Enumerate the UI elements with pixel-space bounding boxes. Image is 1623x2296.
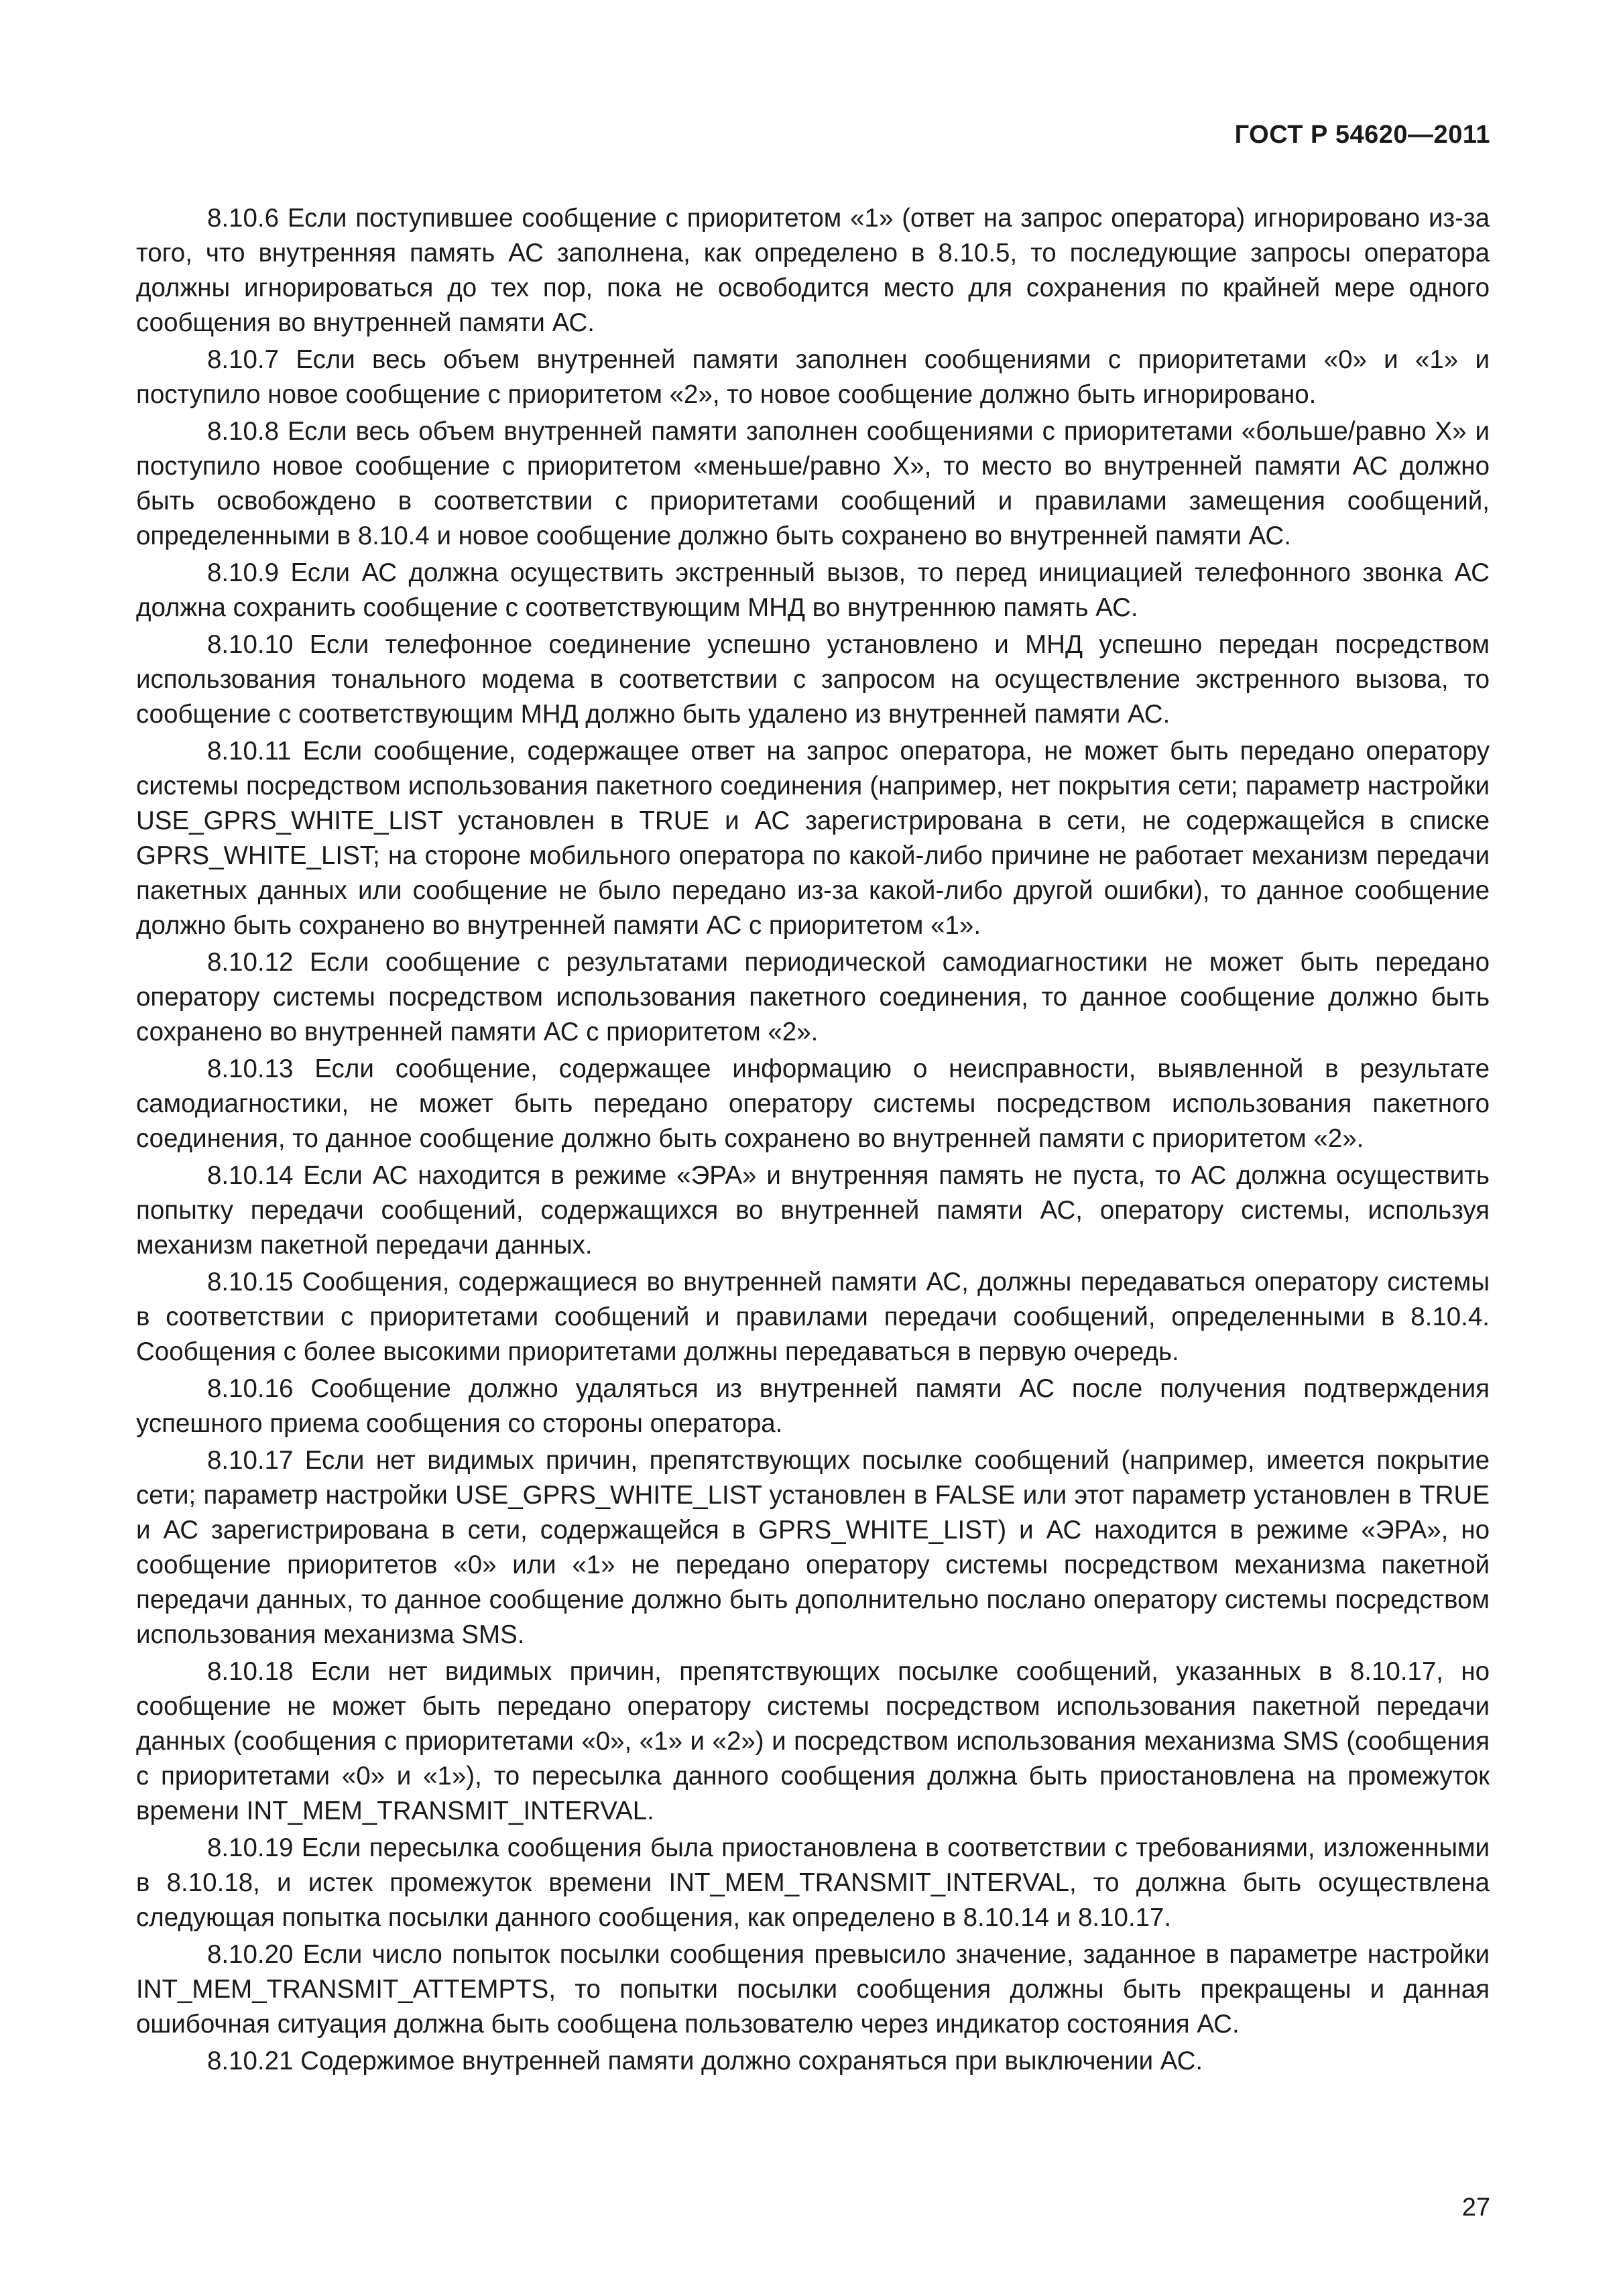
paragraph-8-10-19: 8.10.19 Если пересылка сообщения была приостановлена в соответствии с требованиями, изложенными в 8.10.18, и истек промежуток времени INT_MEM_TRANSMIT_INTERVAL, то должна быть осуществлена следующая попытка посылки данного сообщения, как определено в 8.10.14 и 8.10.17. [136,1833,1490,1932]
paragraph-8-10-10: 8.10.10 Если телефонное соединение успешно установлено и МНД успешно передан посредством использования тонального модема в соответствии с запросом на осуществление экстренного вызова, то сообщение с соответствующим МНД должно быть удалено из внутренней памяти АС. [136,630,1490,729]
document-body [136,201,1490,2081]
paragraph-8-10-14: 8.10.14 Если АС находится в режиме «ЭРА» и внутренняя память не пуста, то АС должна осуществить попытку передачи сообщений, содержащихся во внутренней памяти АС, оператору системы, используя механизм пакетной передачи данных. [136,1161,1490,1260]
page-number: 27 [1461,2193,1490,2222]
paragraph-8-10-15: 8.10.15 Сообщения, содержащиеся во внутренней памяти АС, должны передаваться оператору системы в соответствии с приоритетами сообщений и правилами передачи сообщений, определенными в 8.10.4. Сообщения с более высокими приоритетами должны передаваться в первую очередь. [136,1268,1490,1366]
paragraph-8-10-21: 8.10.21 Содержимое внутренней памяти должно сохраняться при выключении АС. [207,2047,1203,2075]
paragraph-8-10-6: 8.10.6 Если поступившее сообщение с приоритетом «1» (ответ на запрос оператора) игнорировано из-за того, что внутренняя память АС заполнена, как определено в 8.10.5, то последующие запросы оператора должны игнорироваться до тех пор, пока не освободится место для сохранения по крайней мере одного сообщения во внутренней памяти АС. [136,204,1490,337]
paragraph-8-10-8: 8.10.8 Если весь объем внутренней памяти заполнен сообщениями с приоритетами «больше/равно Х» и поступило новое сообщение с приоритетом «меньше/равно Х», то место во внутренней памяти АС должно быть освобождено в соответствии с приоритетами сообщений и правилами замещения сообщений, определенными в 8.10.4 и новое сообщение должно быть сохранено во внутренней памяти АС. [136,417,1490,550]
document-header: ГОСТ Р 54620—2011 [1234,121,1490,149]
paragraph-8-10-16: 8.10.16 Сообщение должно удаляться из внутренней памяти АС после получения подтверждения успешного приема сообщения со стороны оператора. [136,1374,1490,1438]
paragraph-8-10-12: 8.10.12 Если сообщение с результатами периодической самодиагностики не может быть передано оператору системы посредством использования пакетного соединения, то данное сообщение должно быть сохранено во внутренней памяти АС с приоритетом «2». [136,948,1490,1046]
paragraph-8-10-18: 8.10.18 Если нет видимых причин, препятствующих посылке сообщений, указанных в 8.10.17, но сообщение не может быть передано оператору системы посредством использования пакетной передачи данных (сообщения с приоритетами «0», «1» и «2») и посредством использования механизма SMS (сообщения с приоритетами «0» и «1»), то пересылка данного сообщения должна быть приостановлена на промежуток времени INT_MEM_TRANSMIT_INTERVAL. [136,1657,1490,1825]
paragraph-8-10-17: 8.10.17 Если нет видимых причин, препятствующих посылке сообщений (например, имеется покрытие сети; параметр настройки USE_GPRS_WHITE_LIST установлен в FALSE или этот параметр установлен в TRUE и АС зарегистрирована в сети, содержащейся в GPRS_WHITE_LIST) и АС находится в режиме «ЭРА», но сообщение приоритетов «0» или «1» не передано оператору системы посредством механизма пакетной передачи данных, то данное сообщение должно быть дополнительно послано оператору системы посредством использования механизма SMS. [136,1446,1490,1649]
paragraph-8-10-7: 8.10.7 Если весь объем внутренней памяти заполнен сообщениями с приоритетами «0» и «1» и поступило новое сообщение с приоритетом «2», то новое сообщение должно быть игнорировано. [136,345,1490,409]
paragraph-8-10-11: 8.10.11 Если сообщение, содержащее ответ на запрос оператора, не может быть передано оператору системы посредством использования пакетного соединения (например, нет покрытия сети; параметр настройки USE_GPRS_WHITE_LIST установлен в TRUE и АС зарегистрирована в сети, не содержащейся в списке GPRS_WHITE_LIST; на стороне мобильного оператора по какой-либо причине не работает механизм передачи пакетных данных или сообщение не было передано из-за какой-либо другой ошибки), то данное сообщение должно быть сохранено во внутренней памяти АС с приоритетом «1». [136,737,1490,940]
paragraph-8-10-13: 8.10.13 Если сообщение, содержащее информацию о неисправности, выявленной в результате самодиагностики, не может быть передано оператору системы посредством использования пакетного соединения, то данное сообщение должно быть сохранено во внутренней памяти с приоритетом «2». [136,1054,1490,1153]
paragraph-8-10-20: 8.10.20 Если число попыток посылки сообщения превысило значение, заданное в параметре настройки INT_MEM_TRANSMIT_ATTEMPTS, то попытки посылки сообщения должны быть прекращены и данная ошибочная ситуация должна быть сообщена пользователю через индикатор состояния АС. [136,1940,1490,2039]
paragraph-8-10-9: 8.10.9 Если АС должна осуществить экстренный вызов, то перед инициацией телефонного звонка АС должна сохранить сообщение с соответствующим МНД во внутреннюю память АС. [136,558,1490,622]
